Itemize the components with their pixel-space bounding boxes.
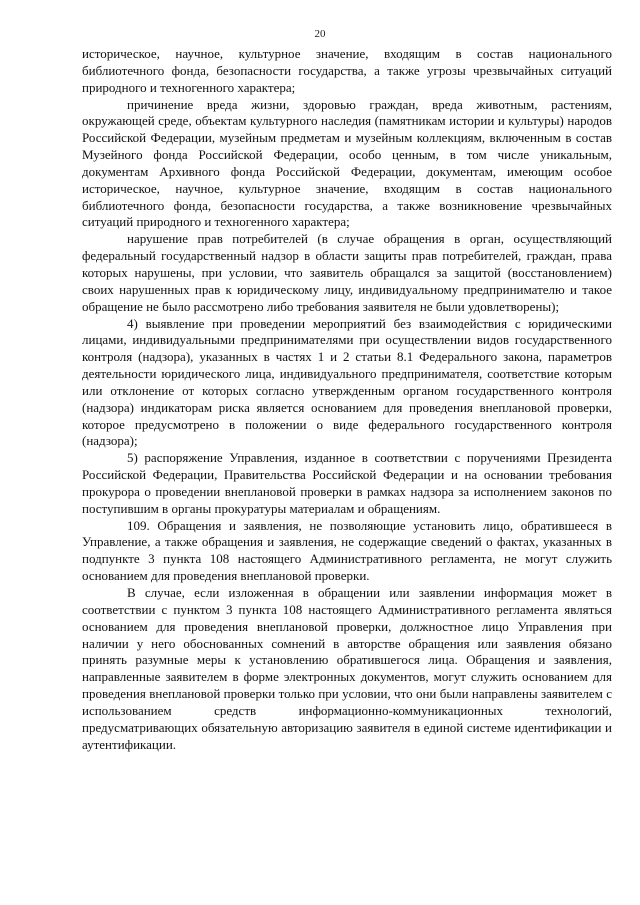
document-body — [82, 46, 612, 753]
paragraph-harm: причинение вреда жизни, здоровью граждан, вреда животным, растениям, окружающей среде, объектам культурного наследия (памятникам истории и культуры) народов Российской Федерации, музейным предметам и музейным коллекциям, включенным в состав Музейного фонда Российской Федерации, особо ценным, в том числе уникальным, документам Архивного фонда Российской Федерации, документам, имеющим особое историческое, научное, культурное значение, входящим в состав национального библиотечного фонда, безопасности государства, а также возникновение чрезвычайных ситуаций природного и техногенного характера; — [82, 96, 612, 230]
paragraph-continuation: историческое, научное, культурное значение, входящим в состав национального библиотечного фонда, безопасности государства, а также угрозы чрезвычайных ситуаций природного и техногенного характера; — [82, 46, 612, 95]
paragraph-109: 109. Обращения и заявления, не позволяющие установить лицо, обратившееся в Управление, а также обращения и заявления, не содержащие сведений о фактах, указанных в подпункте 3 пункта 108 настоящего Административного регламента, не могут служить основанием для проведения внеплановой проверки. — [82, 517, 612, 584]
page-number: 20 — [314, 28, 326, 40]
paragraph-consumer-rights: нарушение прав потребителей (в случае обращения в орган, осуществляющий федеральный государственный надзор в области защиты прав потребителей, граждан, права которых нарушены, при условии, что заявитель обращался за защитой (восстановлением) своих нарушенных прав к юридическому лицу, индивидуальному предпринимателю и такое обращение не было рассмотрено либо требования заявителя не были удовлетворены); — [82, 231, 612, 314]
paragraph-verification: В случае, если изложенная в обращении или заявлении информация может в соответствии с пунктом 3 пункта 108 настоящего Административного регламента являться основанием для проведения внеплановой проверки, должностное лицо Управления при наличии у него обоснованных сомнений в авторстве обращения или заявления обязано принять разумные меры к установлению обратившегося лица. Обращения и заявления, направленные заявителем в форме электронных документов, могут служить основанием для проведения внеплановой проверки только при условии, что они были направлены заявителем с использованием средств информационно-коммуникационных технологий, предусматривающих обязательную авторизацию заявителя в единой системе идентификации и аутентификации. — [82, 585, 612, 752]
paragraph-item-5: 5) распоряжение Управления, изданное в соответствии с поручениями Президента Российской Федерации, Правительства Российской Федерации и на основании требования прокурора о проведении внеплановой проверки в рамках надзора за исполнением законов по поступившим в органы прокуратуры материалам и обращениям. — [82, 450, 612, 516]
paragraph-item-4: 4) выявление при проведении мероприятий без взаимодействия с юридическими лицами, индивидуальными предпринимателями при осуществлении видов государственного контроля (надзора), указанных в частях 1 и 2 статьи 8.1 Федерального закона, параметров деятельности юридического лица, индивидуального предпринимателя, соответствие которым или отклонение от которых согласно утвержденным органом государственного контроля (надзора) индикаторам риска является основанием для проведения внеплановой проверки, которое предусмотрено в положении о виде федерального государственного контроля (надзора); — [82, 315, 612, 449]
